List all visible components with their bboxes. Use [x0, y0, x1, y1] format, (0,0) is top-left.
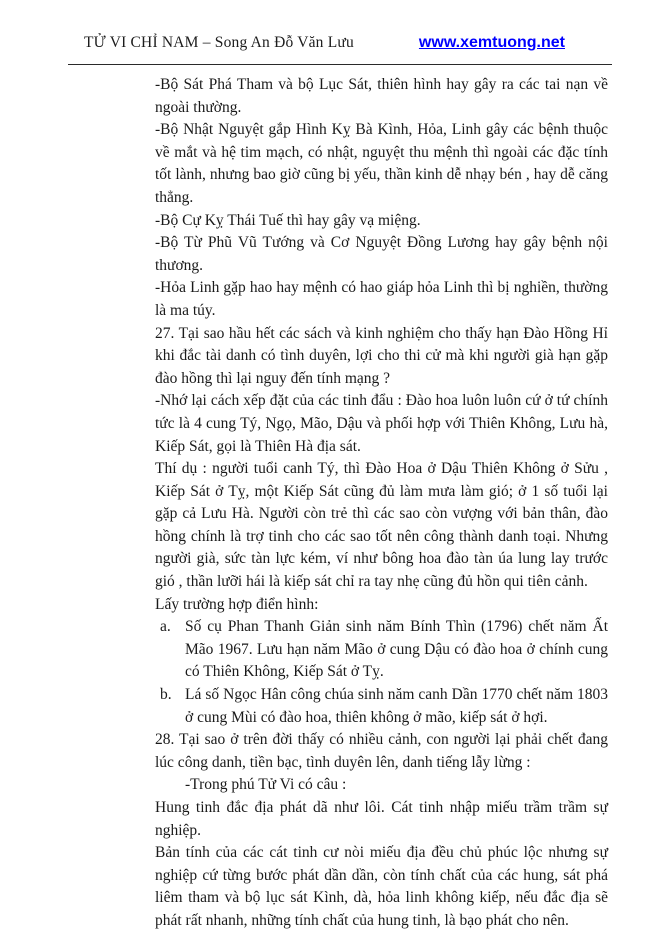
list-item-text: Lá số Ngọc Hân công chúa sinh năm canh Dần 1770 chết năm 1803 ở cung Mùi có đào hoa, thiên không ở mão, kiếp sát ở hợi. — [185, 686, 608, 726]
document-body — [155, 74, 608, 933]
paragraph: Hung tinh đắc địa phát dã như lôi. Cát tinh nhập miếu trầm trầm sự nghiệp. — [155, 799, 608, 839]
list-item — [155, 684, 608, 729]
paragraph: Thí dụ : người tuổi canh Tý, thì Đào Hoa ở Dậu Thiên Không ở Sửu , Kiếp Sát ở Tỵ, một Kiếp Sát cũng đủ làm mưa làm gió; ở 1 số tuổi lại gặp cả Lưu Hà. Người còn trẻ thì các sao còn vượng với bản thân, đào hồng chính là trợ tinh cho các sao tốt nên công thành danh toại. Nhưng người già, sức tàn lực kém, ví như bông hoa đào tàn úa lung lay trước gió , thần lưỡi hái là kiếp sát chỉ ra tay nhẹ cũng đủ hồn qui tiên cảnh. — [155, 460, 608, 591]
paragraph: Bản tính của các cát tinh cư nòi miếu địa đều chủ phúc lộc nhưng sự nghiệp cứ từng bước phát dần dần, còn tính chất của các hung, sát phá liêm tham và bộ lục sát Kình, dà, hỏa linh không kiếp, nếu đắc địa sẽ phát rất nhanh, những tính chất của hung tinh, là bạo phát cho nên. — [155, 844, 608, 929]
document-title: TỬ VI CHỈ NAM – Song An Đỗ Văn Lưu — [84, 34, 354, 51]
website-link[interactable]: www.xemtuong.net — [418, 34, 565, 51]
paragraph: 27. Tại sao hầu hết các sách và kinh nghiệm cho thấy hạn Đào Hồng Hỉ khi đắc tài danh có tình duyên, lợi cho thi cử mà khi người già hạn gặp đào hồng thì lại nguy đến tính mạng ? — [155, 324, 608, 387]
paragraph: -Bộ Sát Phá Tham và bộ Lục Sát, thiên hình hay gây ra các tai nạn về ngoài thường. — [155, 76, 608, 116]
list-item — [155, 616, 608, 684]
list-marker: b. — [160, 686, 172, 704]
list-item-text: Số cụ Phan Thanh Giản sinh năm Bính Thìn (1796) chết năm Ất Mão 1967. Lưu hạn năm Mão ở cung Dậu có đào hoa ở chính cung có Thiên Không, Kiếp Sát ở Tỵ. — [185, 618, 608, 681]
page-header — [84, 34, 608, 52]
list-marker: a. — [160, 618, 171, 636]
paragraph: -Nhớ lại cách xếp đặt của các tinh đẩu : Đào hoa luôn luôn cứ ở tứ chính tức là 4 cung Tý, Ngọ, Mão, Dậu và phối hợp với Thiên Không, Lưu hà, Kiếp Sát, gọi là Thiên Hà địa sát. — [155, 392, 608, 455]
paragraph: -Bộ Từ Phũ Vũ Tướng và Cơ Nguyệt Đồng Lương hay gây bệnh nội thương. — [155, 234, 608, 274]
paragraph: -Trong phú Tử Vi có câu : — [185, 776, 347, 794]
paragraph: 28. Tại sao ở trên đời thấy có nhiều cảnh, con người lại phải chết đang lúc công danh, tiền bạc, tình duyên lên, danh tiếng lẫy lừng : — [155, 731, 608, 771]
header-divider — [68, 64, 612, 65]
paragraph: Lấy trường hợp điển hình: — [155, 595, 319, 613]
paragraph: -Bộ Cự Kỵ Thái Tuế thì hay gây vạ miệng. — [155, 211, 421, 229]
paragraph: -Hỏa Linh gặp hao hay mệnh có hao giáp hỏa Linh thì bị nghiền, thường là ma túy. — [155, 279, 608, 319]
paragraph: -Bộ Nhật Nguyệt gắp Hình Kỵ Bà Kình, Hỏa, Linh gây các bệnh thuộc về mắt và hệ tim mạch, có nhật, nguyệt thu mệnh thì ngoài các đặc tính tốt lành, nhưng bao giờ cũng bị yếu, thần kinh dễ nhạy bén , hay dễ căng thẳng. — [155, 121, 608, 206]
